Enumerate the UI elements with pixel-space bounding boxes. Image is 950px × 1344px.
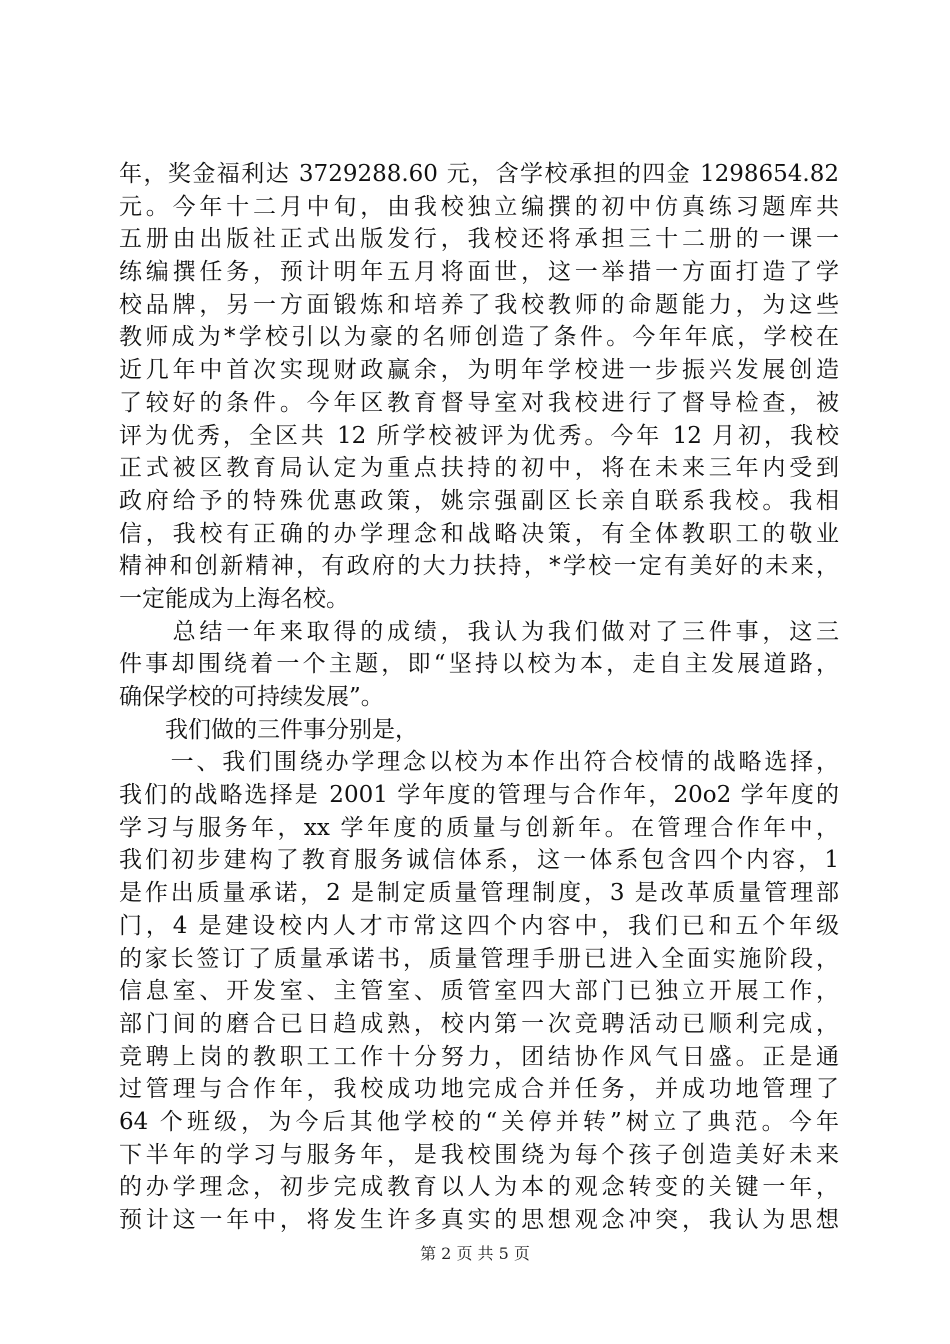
text-line: 64 个班级，为今后其他学校的“关停并转”树立了典范。今年 [119, 1108, 839, 1135]
text-line: 政府给予的特殊优惠政策，姚宗强副区长亲自联系我校。我相 [119, 487, 839, 514]
text-line: 我们初步建构了教育服务诚信体系，这一体系包含四个内容，1 [119, 847, 839, 874]
text-line: 近几年中首次实现财政赢余，为明年学校进一步振兴发展创造 [119, 357, 839, 384]
page-footer: 第 2 页 共 5 页 [420, 1244, 530, 1263]
text-line: 过管理与合作年，我校成功地完成合并任务，并成功地管理了 [119, 1076, 839, 1103]
text-line: 学习与服务年，xx 学年度的质量与创新年。在管理合作年中， [119, 814, 839, 841]
text-line: 正式被区教育局认定为重点扶持的初中，将在未来三年内受到 [119, 455, 839, 482]
text-line: 五册由出版社正式出版发行，我校还将承担三十二册的一课一 [119, 226, 839, 253]
text-line: 下半年的学习与服务年，是我校围绕为每个孩子创造美好未来 [119, 1141, 839, 1168]
text-line: 信，我校有正确的办学理念和战略决策，有全体教职工的敬业 [119, 520, 839, 547]
text-line: 了较好的条件。今年区教育督导室对我校进行了督导检查，被 [119, 389, 839, 416]
text-line: 练编撰任务，预计明年五月将面世，这一举措一方面打造了学 [119, 259, 839, 286]
text-line: 确保学校的可持续发展”。 [119, 684, 384, 710]
text-line: 件事却围绕着一个主题，即“坚持以校为本，走自主发展道路， [119, 651, 839, 678]
text-line: 精神和创新精神，有政府的大力扶持，*学校一定有美好的未来， [119, 553, 839, 580]
text-line: 信息室、开发室、主管室、质管室四大部门已独立开展工作， [119, 978, 839, 1005]
body-text [119, 158, 839, 1237]
text-line: 校品牌，另一方面锻炼和培养了我校教师的命题能力，为这些 [119, 291, 839, 318]
text-line: 预计这一年中，将发生许多真实的思想观念冲突，我认为思想 [119, 1207, 839, 1233]
text-line: 教师成为*学校引以为豪的名师创造了条件。今年年底，学校在 [119, 324, 839, 351]
text-line: 评为优秀，全区共 12 所学校被评为优秀。今年 12 月初，我校 [119, 422, 839, 449]
text-line: 门，4 是建设校内人才市常这四个内容中，我们已和五个年级 [119, 912, 839, 939]
text-line: 部门间的磨合已日趋成熟，校内第一次竞聘活动已顺利完成， [119, 1010, 839, 1037]
text-line: 一定能成为上海名校。 [119, 585, 349, 612]
text-line: 竞聘上岗的教职工工作十分努力，团结协作风气日盛。正是通 [119, 1043, 839, 1070]
text-line: 的办学理念，初步完成教育以人为本的观念转变的关键一年， [119, 1174, 839, 1201]
text-line: 一、我们围绕办学理念以校为本作出符合校情的战略选择， [119, 749, 839, 776]
text-line: 的家长签订了质量承诺书，质量管理手册已进入全面实施阶段， [119, 945, 839, 972]
text-line: 我们的战略选择是 2001 学年度的管理与合作年，20o2 学年度的 [119, 782, 839, 809]
text-line: 是作出质量承诺，2 是制定质量管理制度，3 是改革质量管理部 [119, 880, 839, 907]
text-line: 元。今年十二月中旬，由我校独立编撰的初中仿真练习题库共 [119, 193, 839, 220]
text-line: 我们做的三件事分别是， [119, 716, 418, 743]
text-line: 年，奖金福利达 3729288.60 元，含学校承担的四金 1298654.82 [119, 161, 839, 187]
text-line: 总结一年来取得的成绩，我认为我们做对了三件事，这三 [119, 618, 839, 645]
